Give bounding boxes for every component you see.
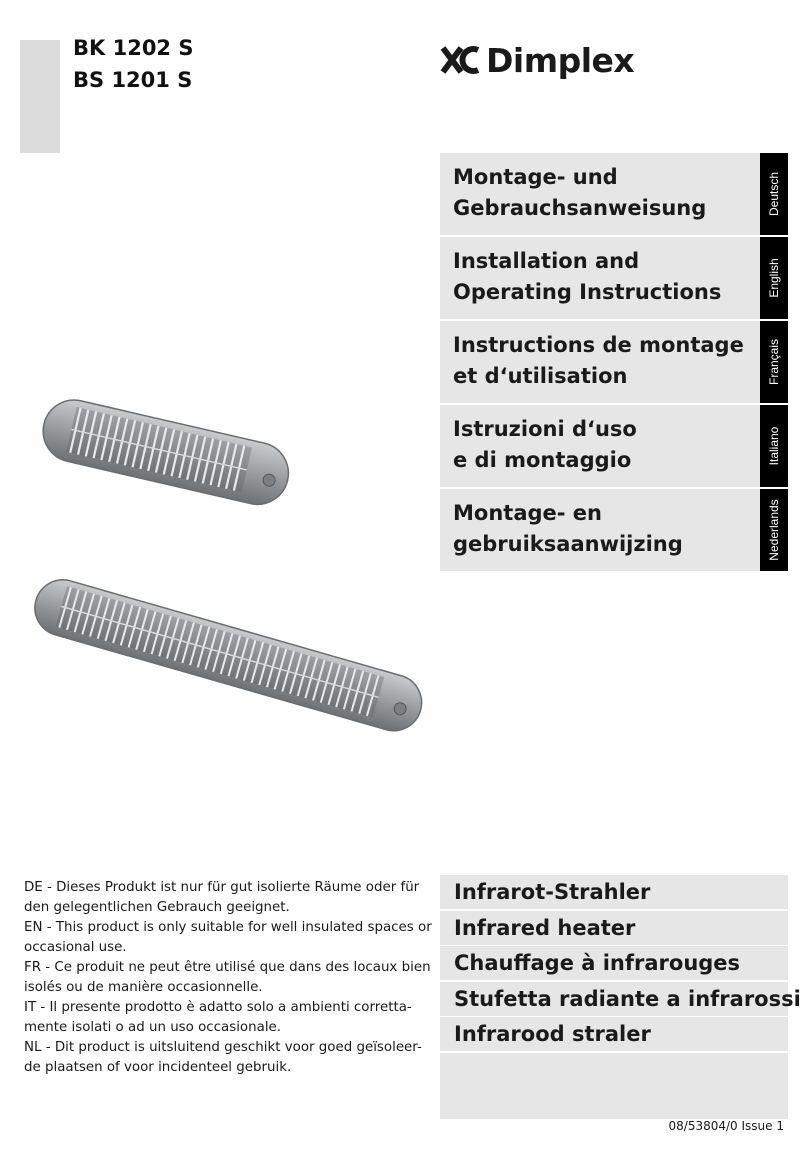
title-line: Installation and <box>453 249 640 273</box>
title-line: Instructions de montage <box>453 333 744 357</box>
language-row-fr <box>440 321 788 403</box>
language-label: Nederlands <box>767 499 781 561</box>
short-heater-image <box>37 394 295 511</box>
model-number-1: BK 1202 S <box>73 36 194 60</box>
language-label: Français <box>767 338 781 386</box>
language-label: Deutsch <box>767 171 781 217</box>
model-number-2: BS 1201 S <box>73 68 193 92</box>
product-name-text: Infrarot-Strahler <box>454 880 651 904</box>
language-label: English <box>767 258 781 298</box>
language-title <box>453 498 748 560</box>
language-title <box>453 414 748 476</box>
product-name-text: Stufetta radiante a infrarossi <box>454 987 801 1011</box>
product-name-en <box>440 911 788 945</box>
note-nl: NL - Dit product is uitsluitend geschikt voor goed geïsoleer-de plaatsen of voor incidenteel gebruik. <box>24 1040 422 1075</box>
title-line: et d‘utilisation <box>453 364 628 388</box>
title-line: Operating Instructions <box>453 280 722 304</box>
title-line: e di montaggio <box>453 448 632 472</box>
cover-tab <box>20 40 60 153</box>
language-title <box>453 162 748 224</box>
language-strip <box>760 489 788 571</box>
document-number: 08/53804/0 Issue 1 <box>668 1119 784 1133</box>
product-name-de <box>440 875 788 909</box>
language-row-it <box>440 405 788 487</box>
language-row-de <box>440 153 788 235</box>
language-strip <box>760 321 788 403</box>
product-name-text: Chauffage à infrarouges <box>454 951 741 975</box>
heater-illustrations <box>20 385 430 765</box>
brand-name: Dimplex <box>486 40 635 80</box>
language-strip <box>760 237 788 319</box>
long-heater-image <box>28 573 428 737</box>
note-fr: FR - Ce produit ne peut être utilisé que dans des locaux bien isolés ou de manière occasionnelle. <box>24 960 431 995</box>
dimplex-logo-icon <box>440 45 482 75</box>
language-label: Italiano <box>767 426 781 466</box>
language-title <box>453 246 748 308</box>
product-name-nl <box>440 1017 788 1051</box>
language-strip <box>760 405 788 487</box>
title-line: Montage- und <box>453 165 618 189</box>
language-strip <box>760 153 788 235</box>
product-name-it <box>440 982 801 1016</box>
note-de: DE - Dieses Produkt ist nur für gut isolierte Räume oder für den gelegentlichen Gebrauch geeignet. <box>24 880 420 915</box>
product-name-fr <box>440 946 788 980</box>
suitability-notes <box>24 878 436 1078</box>
blank-panel <box>440 1053 788 1119</box>
language-title <box>453 330 748 392</box>
title-line: Montage- en <box>453 501 602 525</box>
title-line: gebruiksaanwijzing <box>453 532 683 556</box>
note-it: IT - Il presente prodotto è adatto solo a ambienti corretta-mente isolati o ad un uso occasionale. <box>24 1000 412 1035</box>
title-line: Gebrauchsanweisung <box>453 196 707 220</box>
language-row-en <box>440 237 788 319</box>
product-name-text: Infrarood straler <box>454 1022 651 1046</box>
language-row-nl <box>440 489 788 571</box>
product-name-text: Infrared heater <box>454 916 636 940</box>
title-line: Istruzioni d‘uso <box>453 417 637 441</box>
dimplex-logo <box>440 38 634 82</box>
note-en: EN - This product is only suitable for well insulated spaces or occasional use. <box>24 920 432 955</box>
